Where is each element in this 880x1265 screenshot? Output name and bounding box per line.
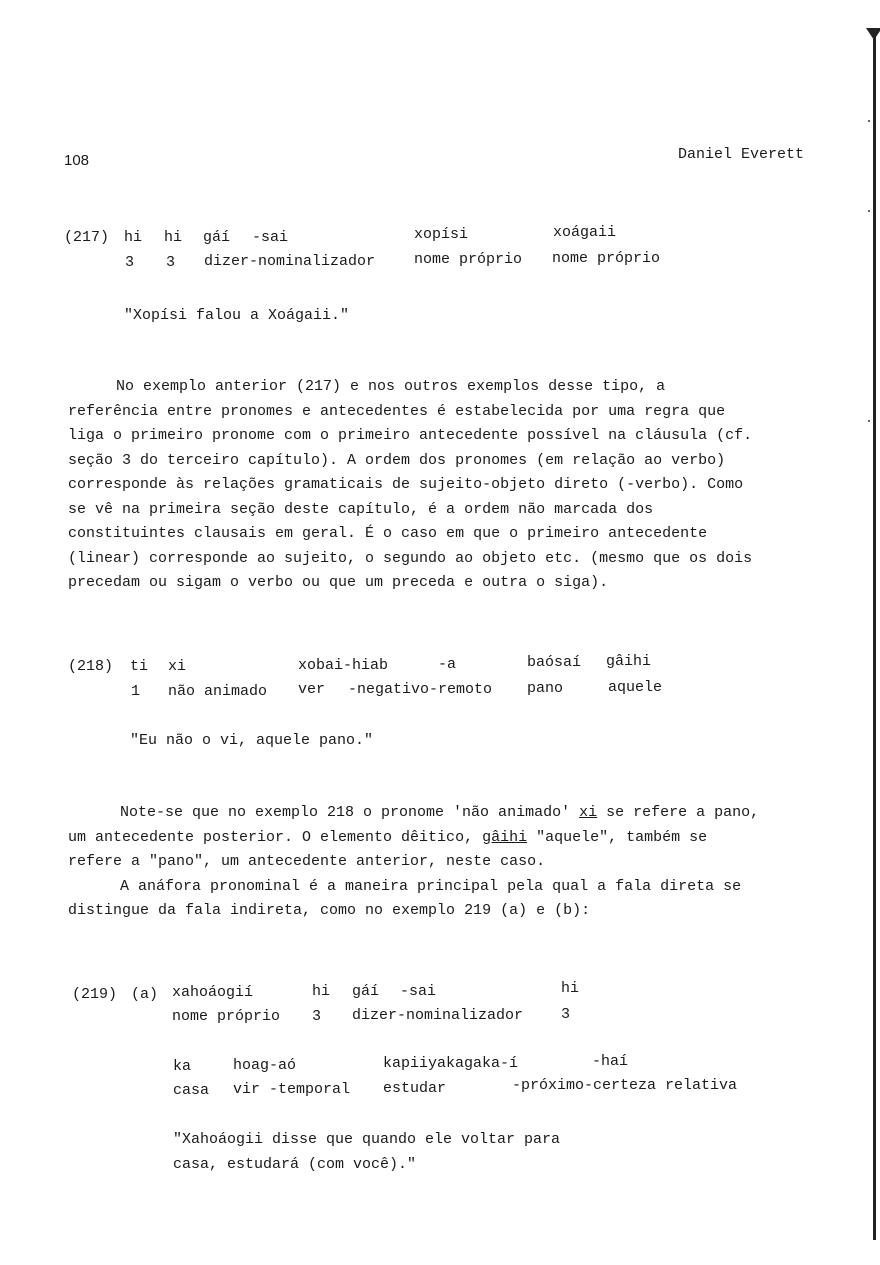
gloss-word: xahoáogií: [172, 984, 254, 1001]
gloss-word: gáí: [203, 229, 231, 246]
text-line: precedam ou sigam o verbo ou que um preceda e outra o siga).: [68, 574, 609, 591]
example-translation: "Xahoáogii disse que quando ele voltar para: [173, 1131, 561, 1148]
text-line: liga o primeiro pronome com o primeiro antecedente possível na cláusula (cf.: [68, 427, 753, 444]
gloss-word: nome próprio: [172, 1008, 281, 1025]
text-line: referência entre pronomes e antecedentes é estabelecida por uma regra que: [68, 402, 726, 420]
body-paragraph: [68, 375, 828, 596]
gloss-word: hoag-aó: [233, 1057, 297, 1074]
gloss-word: -negativo-remoto: [348, 681, 493, 698]
text-line: No exemplo anterior (217) e nos outros exemplos desse tipo, a: [116, 378, 666, 395]
gloss-word: -haí: [592, 1053, 629, 1070]
scan-speck: [868, 120, 870, 122]
text-line: Note-se que no exemplo 218 o pronome 'não animado' xi se refere a pano,: [120, 804, 760, 821]
gloss-word: xobai-hiab: [298, 657, 389, 674]
gloss-word: hi: [164, 229, 183, 246]
gloss-word: vir -temporal: [233, 1081, 351, 1098]
text-line: refere a "pano", um antecedente anterior, neste caso.: [68, 853, 546, 870]
scan-speck: [868, 420, 870, 422]
example-translation: "Eu não o vi, aquele pano.": [130, 732, 374, 749]
example-label: (217): [64, 229, 110, 246]
gloss-word: xoágaii: [553, 224, 617, 241]
page-number: 108: [64, 152, 90, 169]
gloss-word: 3: [166, 254, 176, 271]
binding-edge-cap: [866, 28, 880, 40]
gloss-word: ver: [298, 681, 326, 698]
gloss-word: ka: [173, 1058, 192, 1075]
gloss-word: ti: [130, 658, 149, 675]
gloss-word: -sai: [400, 983, 437, 1000]
gloss-word: baósaí: [527, 654, 582, 671]
gloss-word: gáí: [352, 983, 380, 1000]
binding-edge-rule: [873, 30, 876, 1240]
scan-speck: [868, 210, 870, 212]
body-paragraph: [68, 801, 828, 924]
gloss-word: casa: [173, 1082, 210, 1099]
gloss-word: 3: [125, 254, 135, 271]
gloss-word: dizer-nominalizador: [352, 1007, 524, 1024]
example-label: (218): [68, 658, 114, 675]
gloss-word: dizer-nominalizador: [204, 253, 376, 270]
gloss-word: -próximo-certeza relativa: [512, 1077, 738, 1094]
gloss-word: 3: [561, 1006, 571, 1023]
text-line: seção 3 do terceiro capítulo). A ordem dos pronomes (em relação ao verbo): [68, 451, 726, 469]
example-sublabel: (a): [131, 986, 159, 1003]
gloss-word: nome próprio: [552, 250, 661, 267]
gloss-word: hi: [124, 229, 143, 246]
underlined-term: xi: [579, 804, 598, 821]
gloss-word: kapiiyakagaka-í: [383, 1055, 519, 1072]
text-line: A anáfora pronominal é a maneira principal pela qual a fala direta se: [120, 877, 742, 895]
gloss-word: xi: [168, 658, 187, 675]
gloss-word: xopísi: [414, 226, 469, 243]
gloss-word: -sai: [252, 229, 289, 246]
text-line: corresponde às relações gramaticais de sujeito-objeto direto (-verbo). Como: [68, 476, 744, 493]
underlined-term: gâihi: [482, 828, 528, 846]
example-label: (219): [72, 986, 118, 1003]
gloss-word: 1: [131, 683, 141, 700]
example-translation: casa, estudará (com você).": [173, 1156, 417, 1173]
text-line: se vê na primeira seção deste capítulo, é a ordem não marcada dos: [68, 500, 654, 518]
text-line: (linear) corresponde ao sujeito, o segundo ao objeto etc. (mesmo que os dois: [68, 549, 753, 567]
text-line: distingue da fala indireta, como no exemplo 219 (a) e (b):: [68, 902, 591, 919]
gloss-word: hi: [312, 983, 331, 1000]
gloss-word: hi: [561, 980, 580, 997]
gloss-word: não animado: [168, 683, 268, 700]
gloss-word: aquele: [608, 679, 663, 696]
example-translation: "Xopísi falou a Xoágaii.": [124, 307, 350, 324]
gloss-word: 3: [312, 1008, 322, 1025]
text-line: um antecedente posterior. O elemento dêitico, gâihi "aquele", também se: [68, 828, 708, 846]
gloss-word: nome próprio: [414, 251, 523, 268]
running-author: Daniel Everett: [678, 146, 805, 163]
text-line: constituintes clausais em geral. É o caso em que o primeiro antecedente: [68, 525, 708, 542]
gloss-word: estudar: [383, 1080, 447, 1097]
gloss-word: pano: [527, 680, 564, 697]
gloss-word: gâihi: [606, 653, 652, 670]
gloss-word: -a: [438, 656, 457, 673]
